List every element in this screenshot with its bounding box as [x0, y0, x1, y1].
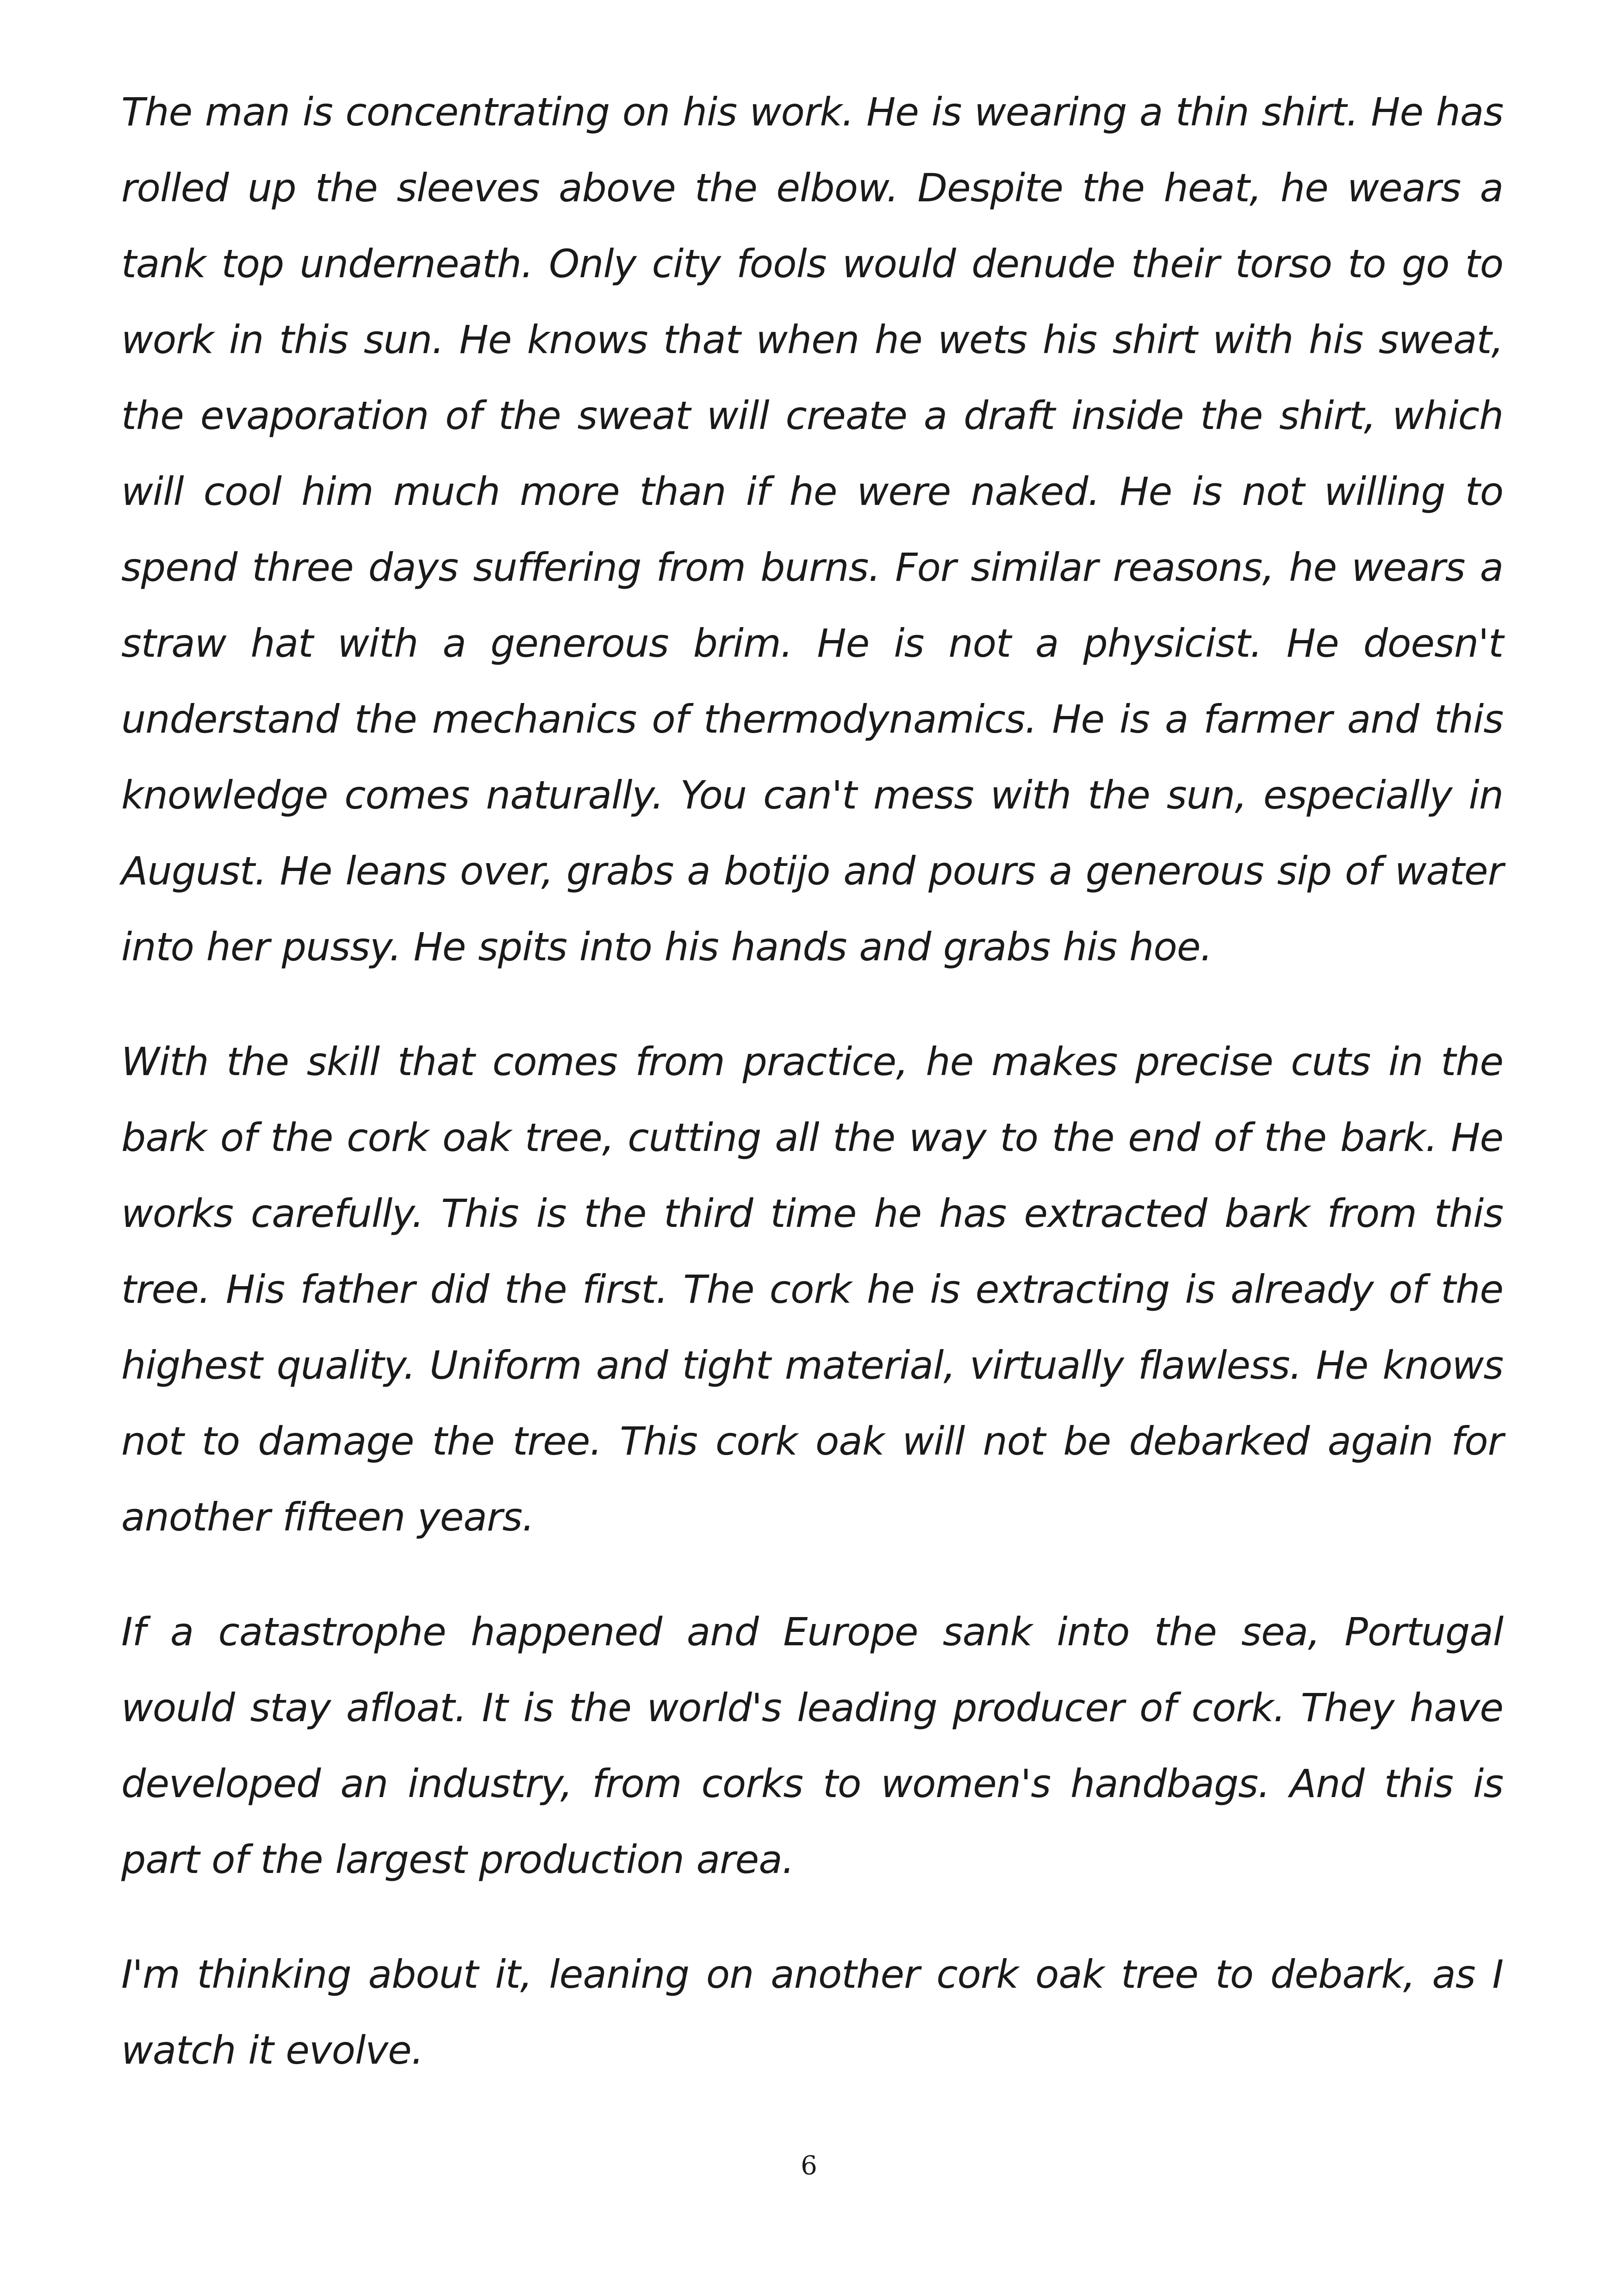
paragraph-1: The man is concentrating on his work. He is wearing a thin shirt. He has rolled up the sleeves above the elbow. Despite the heat, he wears a tank top underneath. Only city fools would denude their torso to go to work in this sun. He knows that when he wets his shirt with his sweat, the evaporation of the sweat will create a draft inside the shirt, which will cool him much more than if he were naked. He is not willing to spend three days suffering from burns. For similar reasons, he wears a straw hat with a generous brim. He is not a physicist. He doesn't understand the mechanics of thermodynamics. He is a farmer and this knowledge comes naturally. You can't mess with the sun, especially in August. He leans over, grabs a botijo and pours a generous sip of water into her pussy. He spits into his hands and grabs his hoe. [121, 89, 1503, 970]
paragraph-3: If a catastrophe happened and Europe sank into the sea, Portugal would stay afloat. It is the world's leading producer of cork. They have developed an industry, from corks to women's handbags. And this is part of the largest production area. [121, 1609, 1503, 1882]
page-number: 6 [801, 2151, 817, 2181]
paragraph-2: With the skill that comes from practice, he makes precise cuts in the bark of the cork oak tree, cutting all the way to the end of the bark. He works carefully. This is the third time he has extracted bark from this tree. His father did the first. The cork he is extracting is already of the highest quality. Uniform and tight material, virtually flawless. He knows not to damage the tree. This cork oak will not be debarked again for another fifteen years. [121, 1039, 1503, 1540]
paragraph-4: I'm thinking about it, leaning on another cork oak tree to debark, as I watch it evolve. [121, 1952, 1503, 2073]
body-text [121, 74, 1503, 2088]
